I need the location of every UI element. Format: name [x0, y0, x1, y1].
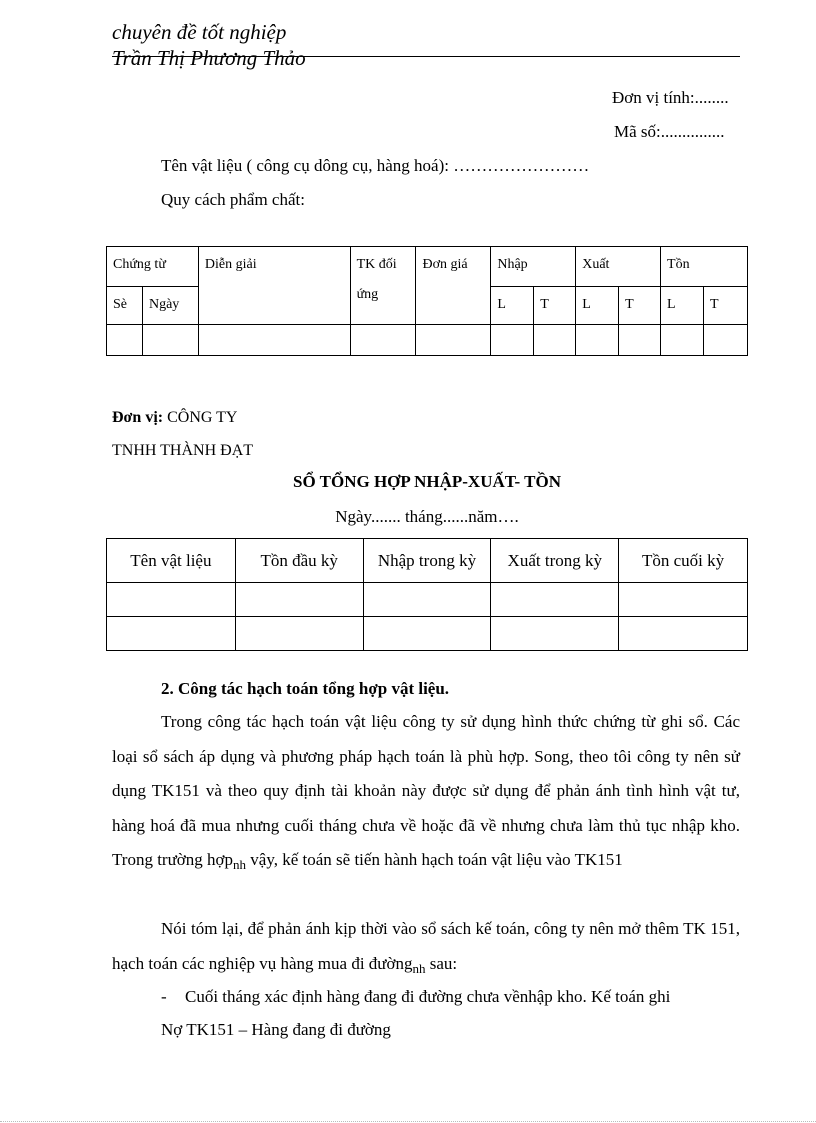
- column-header: Nhập trong kỳ: [363, 539, 491, 583]
- table-row: [107, 583, 748, 617]
- paragraph-2-small: nh: [412, 960, 426, 976]
- header-ngay: Ngày: [142, 287, 198, 325]
- column-header: Tồn cuối kỳ: [619, 539, 748, 583]
- quality-spec-label: Quy cách phẩm chất:: [161, 190, 305, 209]
- company-unit-label: Đơn vị:: [112, 409, 164, 426]
- company-unit-name: CÔNG TY: [163, 409, 238, 426]
- company-unit: [112, 409, 237, 427]
- header-chung-tu: Chứng từ: [107, 247, 199, 287]
- header-tk-doi: TK đối: [356, 257, 397, 272]
- paragraph-1: [112, 705, 740, 879]
- summary-title: SỔ TỔNG HỢP NHẬP-XUẤT- TỒN: [293, 472, 561, 491]
- material-name-label: Tên vật liệu ( công cụ dông cụ, hàng hoá): ……………………: [161, 156, 590, 175]
- header-nhap-t: T: [534, 287, 576, 325]
- header-so: Sè: [107, 287, 143, 325]
- header-ton-t: T: [703, 287, 747, 325]
- summary-table: [106, 538, 748, 651]
- header-don-gia: Đơn giá: [416, 247, 491, 325]
- paragraph-2-end: sau:: [429, 953, 458, 973]
- header-nhap: Nhập: [491, 247, 576, 287]
- accounting-entry: Nợ TK151 – Hàng đang đi đường: [161, 1020, 391, 1039]
- header-divider: [112, 56, 740, 57]
- header-tk-ung: ứng: [356, 287, 379, 302]
- code-label: Mã số:...............: [614, 122, 725, 141]
- summary-date-line: Ngày....... tháng......năm….: [335, 507, 519, 526]
- material-detail-table: [106, 246, 748, 356]
- column-header: Xuất trong kỳ: [491, 539, 619, 583]
- document-header-title: chuyên đề tốt nghiệp: [112, 20, 287, 44]
- paragraph-2-text: Nói tóm lại, để phản ánh kịp thời vào sổ sách kế toán, công ty nên mở thêm TK 151, hạch toán các nghiệp vụ hàng mua đi đường: [112, 919, 740, 973]
- table-row: [107, 617, 748, 651]
- unit-of-measure-label: Đơn vị tính:........: [612, 88, 729, 107]
- header-nhap-l: L: [491, 287, 534, 325]
- header-ton-l: L: [661, 287, 704, 325]
- bullet-item: Cuối tháng xác định hàng đang đi đường chưa vềnhập kho. Kế toán ghi: [185, 987, 671, 1006]
- paragraph-1-end: vậy, kế toán sẽ tiến hành hạch toán vật liệu vào TK151: [250, 850, 623, 869]
- bullet-dash: -: [161, 987, 167, 1006]
- header-xuat-l: L: [576, 287, 619, 325]
- paragraph-1-small: nh: [233, 857, 247, 872]
- header-dien-giai: Diễn giải: [198, 247, 350, 325]
- document-header-author: Trần Thị Phương Thảo: [112, 46, 306, 70]
- column-header: Tên vật liệu: [107, 539, 236, 583]
- table-row: [107, 325, 748, 356]
- header-xuat: Xuất: [576, 247, 661, 287]
- header-xuat-t: T: [619, 287, 661, 325]
- header-ton: Tồn: [661, 247, 748, 287]
- section-heading: 2. Công tác hạch toán tổng hợp vật liệu.: [161, 679, 450, 698]
- company-name-line2: TNHH THÀNH ĐẠT: [112, 442, 254, 459]
- paragraph-2: [112, 912, 740, 982]
- header-tk-doi-ung: [350, 247, 416, 325]
- column-header: Tồn đầu kỳ: [235, 539, 363, 583]
- page-bottom-border: [0, 1121, 816, 1122]
- paragraph-1-text: Trong công tác hạch toán vật liệu công ty sử dụng hình thức chứng từ ghi sổ. Các loại sổ sách áp dụng và phương pháp hạch toán là phù hợp. Song, theo tôi công ty nên sử dụng TK151 và theo quy định tài khoản này được sử dụng để phản ánh tình hình vật tư, hàng hoá đã mua nhưng cuối tháng chưa về hoặc đã về nhưng chưa làm thủ tục nhập kho. Trong trường hợp: [112, 712, 740, 869]
